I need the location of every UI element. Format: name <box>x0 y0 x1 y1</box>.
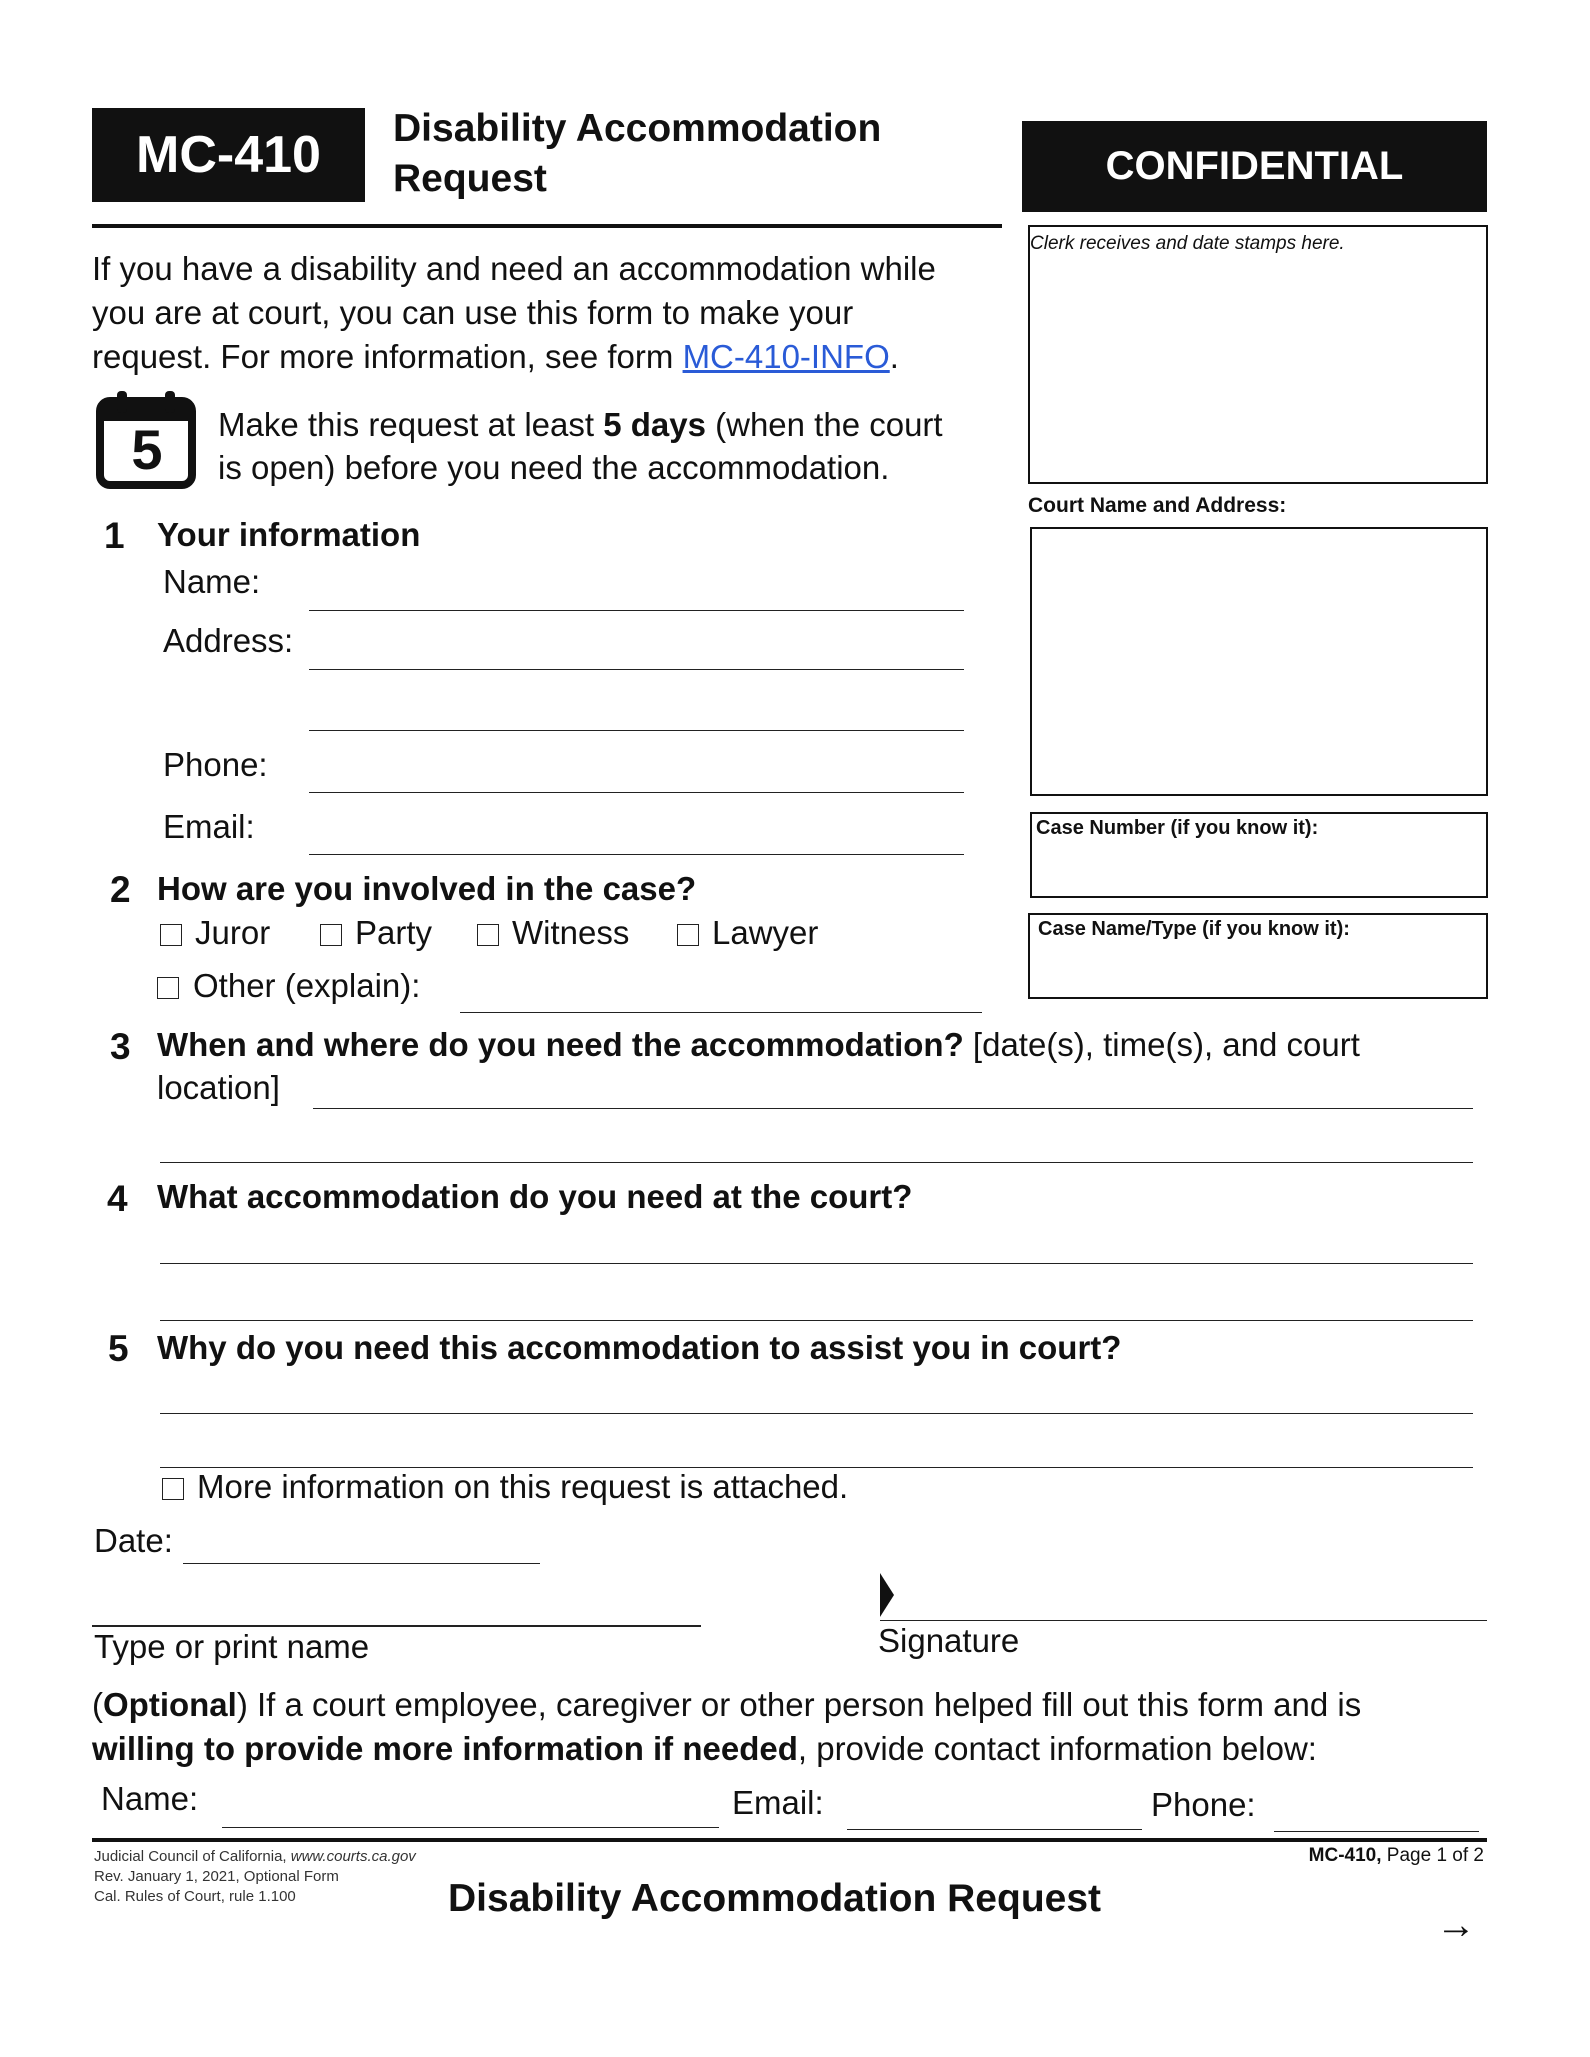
section-3-number: 3 <box>110 1026 131 1067</box>
witness-checkbox[interactable] <box>477 924 499 946</box>
accommodation-need-field-line2[interactable] <box>160 1320 1473 1321</box>
section-4-number: 4 <box>107 1178 128 1219</box>
helper-phone-field[interactable] <box>1274 1831 1479 1832</box>
phone-label: Phone: <box>163 746 268 783</box>
case-name-box[interactable]: Case Name/Type (if you know it): <box>1028 913 1488 999</box>
section-1-title: Your information <box>157 516 421 553</box>
mc-410-info-link[interactable]: MC-410-INFO <box>682 338 890 375</box>
section-5-title: Why do you need this accommodation to assist you in court? <box>157 1329 1122 1366</box>
phone-field[interactable] <box>309 792 964 793</box>
case-number-box[interactable]: Case Number (if you know it): <box>1030 812 1488 898</box>
calendar-icon <box>95 389 199 493</box>
lawyer-checkbox[interactable] <box>677 924 699 946</box>
name-label: Name: <box>163 563 261 600</box>
helper-name-field[interactable] <box>222 1827 719 1828</box>
clerk-stamp-label: Clerk receives and date stamps here. <box>1030 233 1345 254</box>
email-field[interactable] <box>309 854 964 855</box>
header-rule <box>92 224 1002 228</box>
address-label: Address: <box>163 622 294 659</box>
signature-field[interactable] <box>880 1620 1487 1621</box>
party-checkbox[interactable] <box>320 924 342 946</box>
form-number: MC-410 <box>136 126 321 184</box>
accommodation-reason-field-line1[interactable] <box>160 1413 1473 1414</box>
confidential-banner: CONFIDENTIAL <box>1022 121 1487 212</box>
intro-text: If you have a disability and need an accommodation while you are at court, you can use this form to make your request. For more information, see form MC-410-INFO. <box>92 250 936 375</box>
name-field[interactable] <box>309 610 964 611</box>
accommodation-when-field-line1[interactable] <box>313 1108 1473 1109</box>
other-explain-field[interactable] <box>460 1012 982 1013</box>
witness-label: Witness <box>512 914 630 951</box>
lawyer-label: Lawyer <box>712 914 819 951</box>
print-name-label: Type or print name <box>94 1628 370 1665</box>
footer-title: Disability Accommodation Request <box>448 1877 1102 1920</box>
signature-label: Signature <box>878 1622 1020 1659</box>
footer-info: Judicial Council of California, www.courts.ca.gov Rev. January 1, 2021, Optional Form Cal. Rules of Court, rule 1.100 <box>94 1848 416 1905</box>
party-label: Party <box>355 914 433 951</box>
form-number-badge <box>92 108 365 202</box>
address-field-line1[interactable] <box>309 669 964 670</box>
clerk-stamp-box[interactable] <box>1028 225 1488 484</box>
section-2-title: How are you involved in the case? <box>157 870 697 907</box>
court-name-label: Court Name and Address: <box>1028 494 1287 517</box>
footer-rule <box>92 1838 1487 1842</box>
accommodation-need-field-line1[interactable] <box>160 1263 1473 1264</box>
page-number: MC-410, Page 1 of 2 <box>1308 1845 1484 1866</box>
print-name-field[interactable] <box>92 1625 701 1627</box>
attached-info-checkbox[interactable] <box>162 1478 184 1500</box>
date-field[interactable] <box>183 1563 540 1564</box>
helper-name-label: Name: <box>101 1780 199 1817</box>
helper-phone-label: Phone: <box>1151 1786 1256 1823</box>
section-5-number: 5 <box>108 1328 129 1369</box>
optional-text: (Optional) If a court employee, caregiver or other person helped fill out this form and is willing to provide more information if needed, provide contact information below: <box>92 1686 1362 1767</box>
section-4-title: What accommodation do you need at the court? <box>157 1178 913 1215</box>
court-name-box[interactable] <box>1030 527 1488 796</box>
accommodation-when-field-line2[interactable] <box>160 1162 1473 1163</box>
next-page-arrow-icon[interactable]: → <box>1436 1903 1476 1947</box>
date-label: Date: <box>94 1522 173 1559</box>
signature-arrow-icon <box>878 1573 896 1622</box>
email-label: Email: <box>163 808 255 845</box>
other-checkbox[interactable] <box>157 977 179 999</box>
form-title: Disability Accommodation Request <box>393 107 882 200</box>
notice-text: Make this request at least 5 days (when the court is open) before you need the accommodation. <box>218 406 943 486</box>
address-field-line2[interactable] <box>309 730 964 731</box>
section-1-number: 1 <box>104 515 125 556</box>
helper-email-label: Email: <box>732 1784 824 1821</box>
section-2-number: 2 <box>110 869 131 910</box>
other-label: Other (explain): <box>193 967 421 1004</box>
juror-label: Juror <box>195 914 271 951</box>
attached-info-label: More information on this request is attached. <box>197 1468 849 1505</box>
section-3-location-label: location] <box>157 1069 280 1106</box>
juror-checkbox[interactable] <box>160 924 182 946</box>
calendar-number: 5 <box>131 418 163 481</box>
section-3-title: When and where do you need the accommodation? [date(s), time(s), and court <box>157 1026 1360 1063</box>
helper-email-field[interactable] <box>847 1829 1142 1830</box>
